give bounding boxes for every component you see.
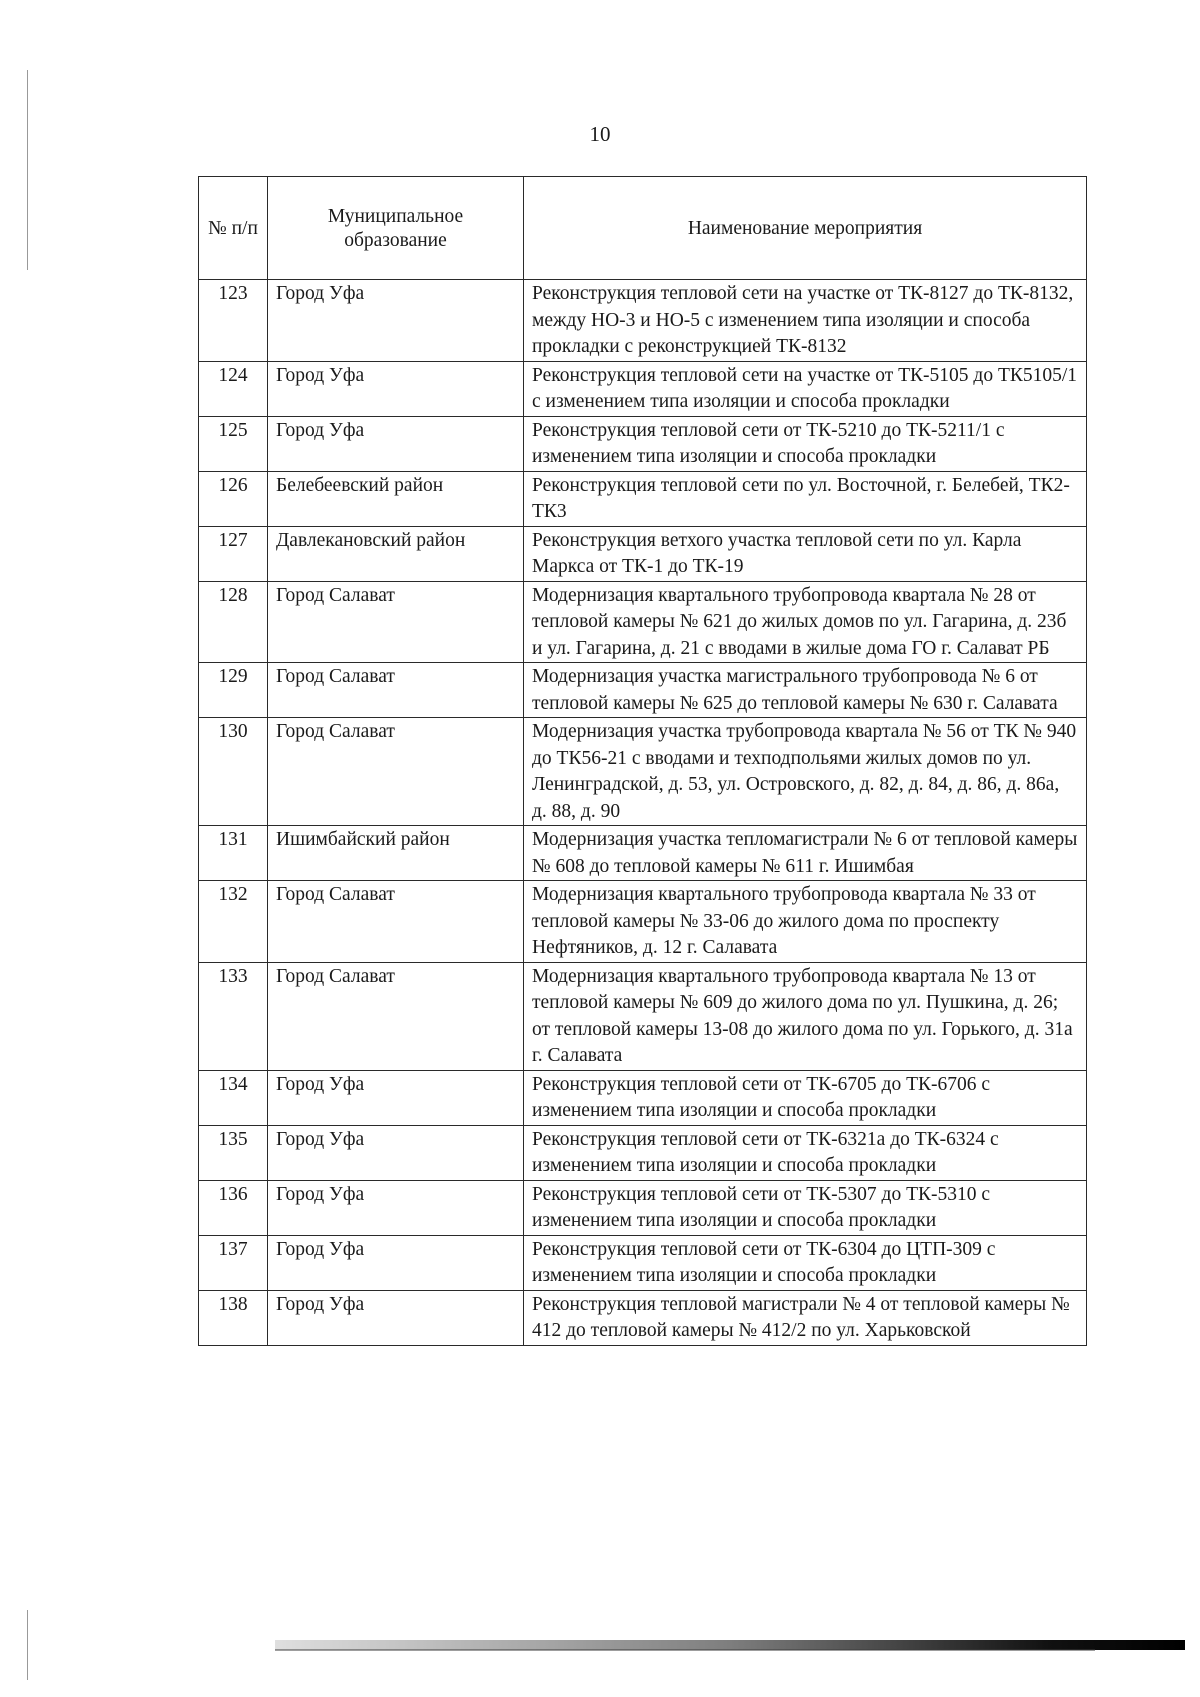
row-municipality: Давлекановский район	[268, 526, 524, 581]
table-body	[199, 280, 1087, 1346]
table-row	[199, 962, 1087, 1070]
row-number: 136	[199, 1180, 268, 1235]
row-event: Реконструкция ветхого участка тепловой сети по ул. Карла Маркса от ТК-1 до ТК-19	[524, 526, 1087, 581]
table-row	[199, 1070, 1087, 1125]
row-municipality: Белебеевский район	[268, 471, 524, 526]
row-event: Модернизация участка тепломагистрали № 6 от тепловой камеры № 608 до тепловой камеры № 611 г. Ишимбая	[524, 826, 1087, 881]
table-header-row	[199, 177, 1087, 280]
row-event: Модернизация участка трубопровода квартала № 56 от ТК № 940 до ТК56-21 с вводами и техподпольями жилых домов по ул. Ленинградской, д. 53, ул. Островского, д. 82, д. 84, д. 86, д. 86а, д. 88, д. 90	[524, 718, 1087, 826]
table-row	[199, 718, 1087, 826]
row-number: 134	[199, 1070, 268, 1125]
row-number: 137	[199, 1235, 268, 1290]
row-event: Реконструкция тепловой сети от ТК-6705 до ТК-6706 с изменением типа изоляции и способа прокладки	[524, 1070, 1087, 1125]
row-number: 128	[199, 581, 268, 663]
row-number: 138	[199, 1290, 268, 1345]
table-row	[199, 361, 1087, 416]
row-municipality: Город Салават	[268, 881, 524, 963]
page-number: 10	[589, 122, 611, 146]
row-event: Реконструкция тепловой сети от ТК-5210 до ТК-5211/1 с изменением типа изоляции и способа прокладки	[524, 416, 1087, 471]
row-event: Реконструкция тепловой сети от ТК-6304 до ЦТП-309 с изменением типа изоляции и способа прокладки	[524, 1235, 1087, 1290]
row-event: Модернизация квартального трубопровода квартала № 13 от тепловой камеры № 609 до жилого дома по ул. Пушкина, д. 26; от тепловой камеры 13-08 до жилого дома по ул. Горького, д. 31а г. Салавата	[524, 962, 1087, 1070]
table-row	[199, 471, 1087, 526]
header-event: Наименование мероприятия	[524, 177, 1087, 280]
row-event: Реконструкция тепловой сети на участке от ТК-8127 до ТК-8132, между НО-3 и НО-5 с изменением типа изоляции и способа прокладки с реконструкцией ТК-8132	[524, 280, 1087, 362]
header-num: № п/п	[199, 177, 268, 280]
row-municipality: Город Уфа	[268, 1180, 524, 1235]
row-municipality: Город Уфа	[268, 280, 524, 362]
table-row	[199, 1125, 1087, 1180]
row-number: 125	[199, 416, 268, 471]
scan-artifact-line	[27, 70, 28, 270]
row-event: Реконструкция тепловой сети на участке от ТК-5105 до ТК5105/1 с изменением типа изоляции и способа прокладки	[524, 361, 1087, 416]
row-event: Реконструкция тепловой сети по ул. Восточной, г. Белебей, ТК2-ТК3	[524, 471, 1087, 526]
row-municipality: Город Салават	[268, 581, 524, 663]
row-municipality: Город Уфа	[268, 1235, 524, 1290]
row-number: 126	[199, 471, 268, 526]
header-municipality: Муниципальное образование	[268, 177, 524, 280]
row-municipality: Ишимбайский район	[268, 826, 524, 881]
scan-edge-line	[275, 1649, 1095, 1651]
row-municipality: Город Салават	[268, 663, 524, 718]
row-number: 131	[199, 826, 268, 881]
row-number: 129	[199, 663, 268, 718]
row-number: 133	[199, 962, 268, 1070]
table-row	[199, 526, 1087, 581]
row-event: Реконструкция тепловой магистрали № 4 от тепловой камеры № 412 до тепловой камеры № 412/2 по ул. Харьковской	[524, 1290, 1087, 1345]
table-row	[199, 663, 1087, 718]
scan-artifact-line	[27, 1610, 28, 1680]
row-number: 123	[199, 280, 268, 362]
table-row	[199, 1290, 1087, 1345]
row-event: Реконструкция тепловой сети от ТК-6321а до ТК-6324 с изменением типа изоляции и способа прокладки	[524, 1125, 1087, 1180]
row-number: 135	[199, 1125, 268, 1180]
row-number: 127	[199, 526, 268, 581]
row-municipality: Город Уфа	[268, 1290, 524, 1345]
table-row	[199, 1180, 1087, 1235]
row-municipality: Город Уфа	[268, 1125, 524, 1180]
table-row	[199, 581, 1087, 663]
row-municipality: Город Салават	[268, 718, 524, 826]
table-row	[199, 881, 1087, 963]
table-row	[199, 826, 1087, 881]
table-row	[199, 280, 1087, 362]
row-number: 130	[199, 718, 268, 826]
table-row	[199, 1235, 1087, 1290]
events-table	[198, 176, 1087, 1346]
row-number: 132	[199, 881, 268, 963]
row-event: Модернизация квартального трубопровода квартала № 33 от тепловой камеры № 33-06 до жилого дома по проспекту Нефтяников, д. 12 г. Салавата	[524, 881, 1087, 963]
row-municipality: Город Уфа	[268, 361, 524, 416]
row-number: 124	[199, 361, 268, 416]
row-event: Модернизация квартального трубопровода квартала № 28 от тепловой камеры № 621 до жилых домов по ул. Гагарина, д. 23б и ул. Гагарина, д. 21 с вводами в жилые дома ГО г. Салават РБ	[524, 581, 1087, 663]
row-municipality: Город Уфа	[268, 1070, 524, 1125]
row-municipality: Город Уфа	[268, 416, 524, 471]
table-row	[199, 416, 1087, 471]
row-event: Модернизация участка магистрального трубопровода № 6 от тепловой камеры № 625 до тепловой камеры № 630 г. Салавата	[524, 663, 1087, 718]
row-municipality: Город Салават	[268, 962, 524, 1070]
row-event: Реконструкция тепловой сети от ТК-5307 до ТК-5310 с изменением типа изоляции и способа прокладки	[524, 1180, 1087, 1235]
